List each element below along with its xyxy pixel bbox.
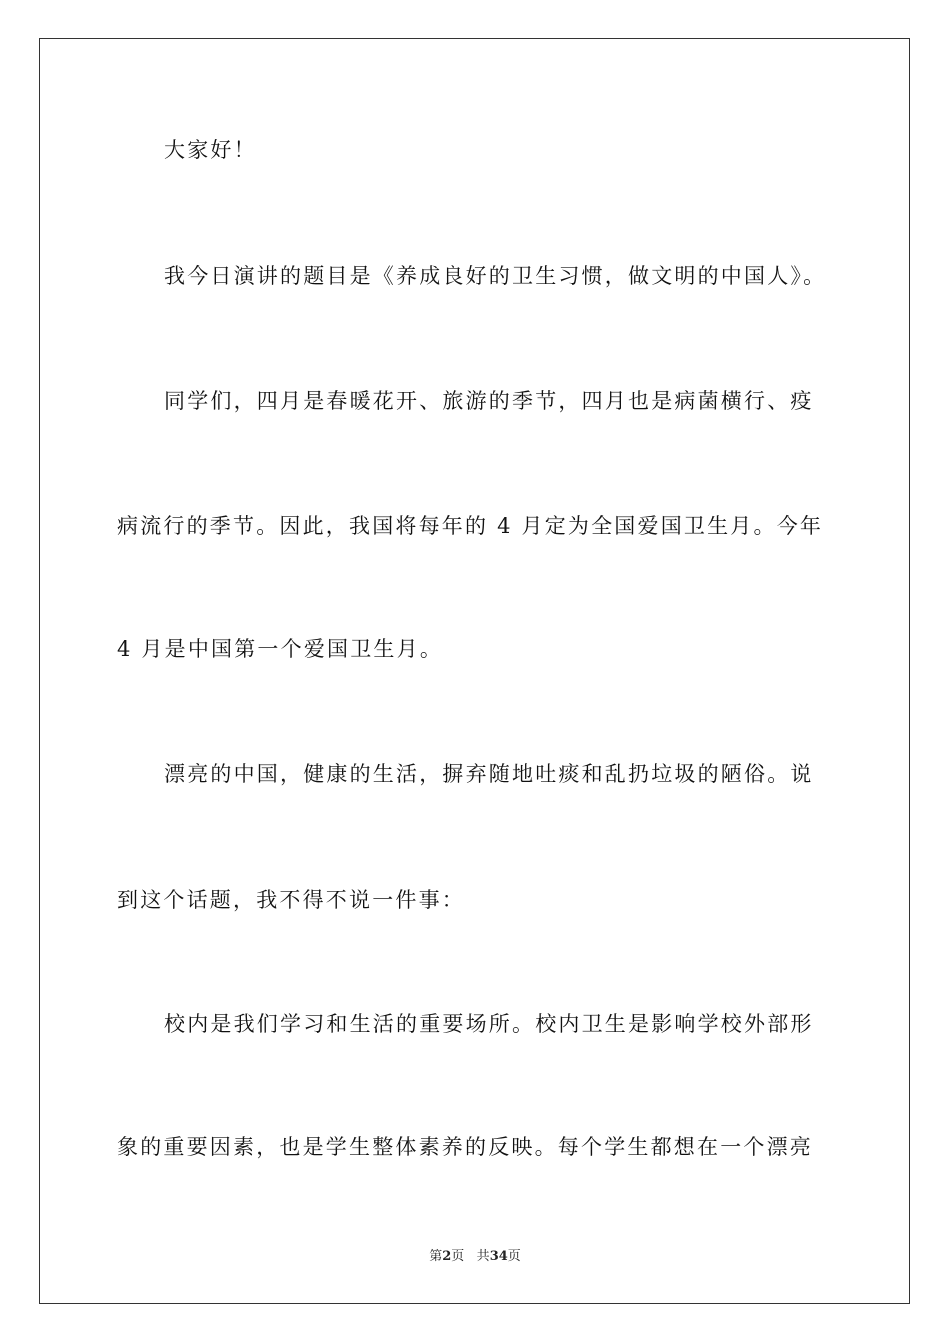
paragraph-line: 我今日演讲的题目是《养成良好的卫生习惯，做文明的中国人》。 xyxy=(164,264,827,288)
total-suffix: 页 xyxy=(507,1249,521,1264)
paragraph-line: 同学们，四月是春暖花开、旅游的季节，四月也是病菌横行、疫 xyxy=(164,389,814,413)
paragraph-line: 大家好！ xyxy=(164,138,257,162)
paragraph-line: 校内是我们学习和生活的重要场所。校内卫生是影响学校外部形 xyxy=(164,1012,814,1036)
total-pages: 34 xyxy=(489,1249,508,1264)
paragraph-line: 病流行的季节。因此，我国将每年的 4 月定为全国爱国卫生月。今年 xyxy=(117,514,824,538)
page-border xyxy=(39,38,910,1304)
page-prefix: 第 xyxy=(429,1249,443,1264)
total-prefix: 共 xyxy=(476,1249,490,1264)
paragraph-line: 到这个话题，我不得不说一件事： xyxy=(117,888,465,912)
page-footer xyxy=(0,1248,950,1266)
paragraph-line: 漂亮的中国，健康的生活，摒弃随地吐痰和乱扔垃圾的陋俗。说 xyxy=(164,762,814,786)
page-suffix: 页 xyxy=(451,1249,465,1264)
paragraph-line: 象的重要因素，也是学生整体素养的反映。每个学生都想在一个漂亮 xyxy=(117,1135,813,1159)
paragraph-line: 4 月是中国第一个爱国卫生月。 xyxy=(117,637,444,661)
page-number: 2 xyxy=(442,1249,452,1264)
